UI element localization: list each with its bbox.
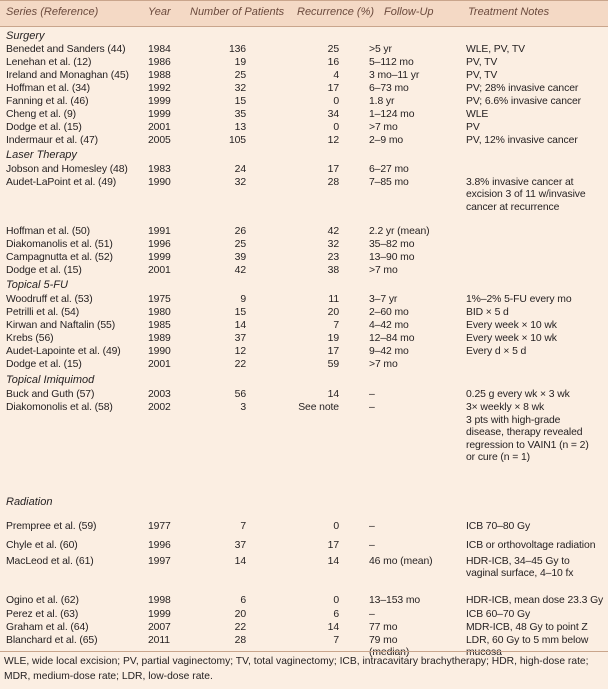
cell-recurrence: 0: [333, 521, 339, 532]
cell-recurrence: 17: [327, 164, 339, 175]
cell-year: 1985: [148, 320, 171, 331]
section-title: Laser Therapy: [6, 149, 77, 161]
cell-followup: 77 mo: [369, 622, 398, 633]
cell-followup: >7 mo: [369, 265, 398, 276]
cell-year: 2001: [148, 265, 171, 276]
cell-followup: 35–82 mo: [369, 239, 415, 250]
cell-patients: 14: [234, 320, 246, 331]
cell-series: Krebs (56): [6, 333, 54, 344]
cell-recurrence: 6: [333, 609, 339, 620]
cell-series: Dodge et al. (15): [6, 122, 82, 133]
header-notes: Treatment Notes: [468, 6, 550, 18]
cell-recurrence: 0: [333, 96, 339, 107]
cell-series: Campagnutta et al. (52): [6, 252, 113, 263]
cell-notes: 3× weekly × 8 wk: [466, 402, 545, 413]
cell-recurrence: 59: [327, 359, 339, 370]
cell-patients: 22: [234, 359, 246, 370]
cell-year: 1991: [148, 226, 171, 237]
cell-notes: PV; 28% invasive cancer: [466, 83, 579, 94]
cell-year: 1980: [148, 307, 171, 318]
cell-year: 1996: [148, 239, 171, 250]
cell-series: Audet-Lapointe et al. (49): [6, 346, 121, 357]
cell-recurrence: 0: [333, 122, 339, 133]
cell-followup: 3 mo–11 yr: [369, 70, 420, 81]
cell-recurrence: 14: [327, 556, 339, 567]
cell-recurrence: 32: [327, 239, 339, 250]
cell-followup: 3–7 yr: [369, 294, 398, 305]
cell-followup: 12–84 mo: [369, 333, 415, 344]
cell-followup: –: [369, 540, 375, 551]
cell-followup: 2–9 mo: [369, 135, 404, 146]
cell-series: Lenehan et al. (12): [6, 57, 92, 68]
cell-patients: 3: [240, 402, 246, 413]
cell-followup: 79 mo (median): [369, 635, 410, 659]
cell-series: Ireland and Monaghan (45): [6, 70, 129, 81]
cell-year: 1977: [148, 521, 171, 532]
cell-followup: 13–153 mo: [369, 595, 421, 606]
cell-followup: –: [369, 609, 375, 620]
cell-recurrence: 28: [327, 177, 339, 188]
section-title: Surgery: [6, 30, 45, 42]
cell-notes: Every week × 10 wk: [466, 333, 557, 344]
cell-followup: 6–27 mo: [369, 164, 409, 175]
cell-year: 2002: [148, 402, 171, 413]
cell-patients: 25: [234, 70, 246, 81]
cell-patients: 20: [234, 609, 246, 620]
cell-recurrence: 38: [327, 265, 339, 276]
cell-year: 1983: [148, 164, 171, 175]
cell-series: Dodge et al. (15): [6, 359, 82, 370]
cell-notes: PV; 6.6% invasive cancer: [466, 96, 582, 107]
cell-patients: 35: [234, 109, 246, 120]
cell-year: 1988: [148, 70, 171, 81]
cell-series: Kirwan and Naftalin (55): [6, 320, 116, 331]
cell-year: 1984: [148, 44, 171, 55]
cell-recurrence: 25: [327, 44, 339, 55]
cell-patients: 42: [234, 265, 246, 276]
cell-notes: WLE, PV, TV: [466, 44, 525, 55]
cell-series: Ogino et al. (62): [6, 595, 79, 606]
cell-patients: 25: [234, 239, 246, 250]
cell-recurrence: See note: [298, 402, 339, 413]
cell-followup: 1–124 mo: [369, 109, 415, 120]
cell-recurrence: 23: [327, 252, 339, 263]
cell-patients: 19: [234, 57, 246, 68]
cell-patients: 32: [234, 177, 246, 188]
cell-recurrence: 0: [333, 595, 339, 606]
cell-recurrence: 20: [327, 307, 339, 318]
header-followup: Follow-Up: [384, 6, 434, 18]
header-patients: Number of Patients: [190, 6, 285, 18]
cell-year: 1996: [148, 540, 171, 551]
cell-year: 1990: [148, 346, 171, 357]
header-series: Series (Reference): [6, 6, 99, 18]
cell-patients: 7: [240, 521, 246, 532]
cell-notes: 1%–2% 5-FU every mo: [466, 294, 572, 305]
cell-followup: >7 mo: [369, 359, 398, 370]
cell-recurrence: 42: [327, 226, 339, 237]
cell-year: 1975: [148, 294, 171, 305]
cell-series: Buck and Guth (57): [6, 389, 95, 400]
cell-series: Benedet and Sanders (44): [6, 44, 126, 55]
cell-patients: 105: [228, 135, 246, 146]
cell-recurrence: 7: [333, 320, 339, 331]
header-year: Year: [148, 6, 171, 18]
header-recurrence: Recurrence (%): [297, 6, 375, 18]
cell-year: 2001: [148, 122, 171, 133]
cell-series: Prempree et al. (59): [6, 521, 97, 532]
cell-year: 2001: [148, 359, 171, 370]
cell-patients: 32: [234, 83, 246, 94]
cell-notes: PV, TV: [466, 70, 498, 81]
cell-followup: 9–42 mo: [369, 346, 409, 357]
cell-notes: HDR-ICB, mean dose 23.3 Gy: [466, 595, 604, 606]
cell-notes: BID × 5 d: [466, 307, 509, 318]
cell-year: 1999: [148, 109, 171, 120]
cell-year: 2005: [148, 135, 171, 146]
cell-patients: 14: [234, 556, 246, 567]
cell-series: Indermaur et al. (47): [6, 135, 99, 146]
cell-year: 1989: [148, 333, 171, 344]
cell-series: Blanchard et al. (65): [6, 635, 98, 646]
table-bottom-rule: [0, 651, 608, 652]
cell-recurrence: 14: [327, 389, 339, 400]
cell-patients: 26: [234, 226, 246, 237]
cell-recurrence: 17: [327, 540, 339, 551]
cell-series: Woodruff et al. (53): [6, 294, 93, 305]
cell-patients: 15: [234, 307, 246, 318]
cell-patients: 37: [234, 333, 246, 344]
cell-year: 2011: [148, 635, 170, 646]
cell-recurrence: 7: [333, 635, 339, 646]
cell-year: 1986: [148, 57, 171, 68]
cell-followup: 4–42 mo: [369, 320, 409, 331]
cell-series: Dodge et al. (15): [6, 265, 82, 276]
cell-year: 1997: [148, 556, 171, 567]
cell-series: Audet-LaPoint et al. (49): [6, 177, 117, 188]
cell-patients: 37: [234, 540, 246, 551]
cell-year: 1998: [148, 595, 171, 606]
table-header: [0, 0, 608, 27]
cell-followup: –: [369, 402, 375, 413]
cell-followup: 7–85 mo: [369, 177, 409, 188]
cell-notes: HDR-ICB, 34–45 Gy to vaginal surface, 4–10 fx: [466, 556, 574, 580]
cell-followup: 46 mo (mean): [369, 556, 433, 567]
cell-series: Petrilli et al. (54): [6, 307, 80, 318]
cell-year: 1999: [148, 609, 171, 620]
cell-year: 2003: [148, 389, 171, 400]
section-title: Topical Imiquimod: [6, 374, 95, 386]
cell-notes: 0.25 g every wk × 3 wk: [466, 389, 570, 400]
cell-notes: 3.8% invasive cancer at excision 3 of 11 w/invasive cancer at recurrence: [466, 177, 586, 213]
cell-recurrence: 19: [327, 333, 339, 344]
cell-patients: 15: [234, 96, 246, 107]
cell-series: Chyle et al. (60): [6, 540, 78, 551]
cell-patients: 6: [240, 595, 246, 606]
cell-year: 2007: [148, 622, 171, 633]
cell-patients: 28: [234, 635, 246, 646]
cell-patients: 13: [234, 122, 246, 133]
cell-notes: Every d × 5 d: [466, 346, 527, 357]
cell-notes: PV, TV: [466, 57, 498, 68]
cell-recurrence: 11: [328, 294, 339, 305]
cell-notes: 3 pts with high-grade disease, therapy revealed regression to VAIN1 (n = 2) or cure (n = 1): [466, 415, 589, 464]
cell-notes: LDR, 60 Gy to 5 mm below mucosa: [466, 635, 589, 659]
table-footnote: WLE, wide local excision; PV, partial vaginectomy; TV, total vaginectomy; ICB, intracavitary brachytherapy; HDR, high-dose rate; MDR, medium-dose rate; LDR, low-dose rate.: [4, 656, 589, 682]
cell-recurrence: 17: [327, 83, 339, 94]
cell-series: Hoffman et al. (34): [6, 83, 90, 94]
cell-series: Perez et al. (63): [6, 609, 79, 620]
cell-series: MacLeod et al. (61): [6, 556, 94, 567]
cell-followup: 6–73 mo: [369, 83, 409, 94]
cell-patients: 9: [240, 294, 246, 305]
cell-patients: 56: [234, 389, 246, 400]
cell-notes: PV, 12% invasive cancer: [466, 135, 578, 146]
cell-series: Cheng et al. (9): [6, 109, 77, 120]
cell-followup: –: [369, 389, 375, 400]
cell-followup: >5 yr: [369, 44, 392, 55]
cell-notes: ICB 70–80 Gy: [466, 521, 531, 532]
cell-followup: 13–90 mo: [369, 252, 415, 263]
cell-recurrence: 34: [327, 109, 339, 120]
cell-patients: 12: [234, 346, 246, 357]
cell-year: 1990: [148, 177, 171, 188]
cell-notes: PV: [466, 122, 480, 133]
cell-patients: 22: [234, 622, 246, 633]
cell-recurrence: 17: [327, 346, 339, 357]
cell-followup: 2.2 yr (mean): [369, 226, 430, 237]
cell-followup: –: [369, 521, 375, 532]
cell-recurrence: 16: [327, 57, 339, 68]
cell-patients: 24: [234, 164, 246, 175]
cell-series: Diakomanolis et al. (51): [6, 239, 113, 250]
section-title: Radiation: [6, 496, 53, 508]
cell-series: Diakomonolis et al. (58): [6, 402, 113, 413]
cell-notes: Every week × 10 wk: [466, 320, 557, 331]
cell-year: 1992: [148, 83, 171, 94]
cell-recurrence: 12: [327, 135, 339, 146]
cell-notes: ICB or orthovoltage radiation: [466, 540, 596, 551]
cell-series: Jobson and Homesley (48): [6, 164, 128, 175]
cell-recurrence: 14: [327, 622, 339, 633]
cell-notes: ICB 60–70 Gy: [466, 609, 531, 620]
cell-series: Fanning et al. (46): [6, 96, 89, 107]
cell-followup: >7 mo: [369, 122, 398, 133]
cell-followup: 1.8 yr: [369, 96, 395, 107]
cell-series: Graham et al. (64): [6, 622, 89, 633]
cell-year: 1999: [148, 252, 171, 263]
cell-notes: MDR-ICB, 48 Gy to point Z: [466, 622, 588, 633]
cell-followup: 2–60 mo: [369, 307, 409, 318]
cell-notes: WLE: [466, 109, 489, 120]
cell-series: Hoffman et al. (50): [6, 226, 90, 237]
cell-followup: 5–112 mo: [369, 57, 414, 68]
cell-patients: 39: [234, 252, 246, 263]
cell-year: 1999: [148, 96, 171, 107]
cell-recurrence: 4: [333, 70, 339, 81]
section-title: Topical 5-FU: [6, 279, 68, 291]
cell-patients: 136: [228, 44, 246, 55]
